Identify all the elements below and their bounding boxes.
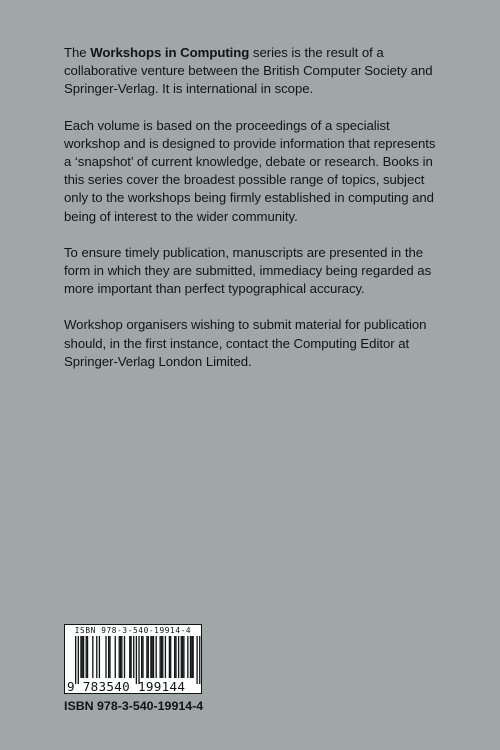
barcode-bar — [199, 636, 200, 684]
paragraph-volume-basis: Each volume is based on the proceedings of a specialist workshop and is designed to provide information that represents a ‘snapshot’ of current knowledge, debate or research. Books in this series cover the broadest possible range of topics, subject only to the workshops being firmly established in computing and being of interest to the wider community. — [64, 117, 436, 224]
barcode-bar — [146, 636, 147, 678]
isbn-number: ISBN 978-3-540-19914-4 — [64, 699, 204, 713]
barcode-bar — [191, 636, 192, 678]
barcode-bar — [183, 636, 184, 678]
barcode-bar — [78, 636, 79, 684]
barcode-bar — [175, 636, 176, 678]
barcode-bar — [82, 636, 83, 678]
barcode-bar — [178, 636, 179, 678]
barcode-bar — [80, 636, 81, 678]
barcode-bar — [92, 636, 93, 678]
series-intro-lead: The — [64, 45, 91, 60]
barcode-bar — [162, 636, 163, 678]
barcode-bar — [75, 636, 76, 684]
barcode-bar — [121, 636, 122, 678]
back-cover-text — [64, 44, 444, 389]
barcode-bar — [192, 636, 193, 678]
barcode-bar — [136, 636, 137, 684]
barcode-bar — [152, 636, 153, 678]
barcode-bar — [161, 636, 162, 678]
barcode-bar — [142, 636, 143, 678]
barcode-bar — [174, 636, 175, 678]
barcode-bar — [190, 636, 191, 678]
barcode-bar — [196, 636, 197, 684]
barcode-bar — [119, 636, 120, 678]
barcode-bar — [108, 636, 109, 678]
barcode-bar — [170, 636, 171, 678]
barcode-isbn-label: ISBN 978-3-540-19914-4 — [74, 626, 192, 635]
barcode-bar — [165, 636, 166, 678]
barcode-bar — [156, 636, 157, 678]
paragraph-publication: To ensure timely publication, manuscripts are presented in the form in which they are submitted, immediacy being regarded as more important than perfect typographical accuracy. — [64, 244, 432, 297]
barcode-bar — [182, 636, 183, 678]
barcode-bar — [129, 636, 130, 678]
barcode-bar — [120, 636, 121, 678]
barcode-bar — [187, 636, 188, 678]
barcode-bar — [153, 636, 154, 678]
barcode-bar — [133, 636, 134, 678]
barcode-bar — [181, 636, 182, 678]
barcode-bar — [124, 636, 125, 678]
barcode-bar — [115, 636, 116, 678]
barcode-bar — [105, 636, 106, 678]
barcode-bar — [86, 636, 87, 678]
barcode-bar — [150, 636, 151, 678]
series-intro-rest: series is the result of a collaborative venture between the British Computer Society and Springer-Verlag. It is international in scope. — [64, 45, 433, 97]
barcode-bar — [141, 636, 142, 678]
barcode-bar — [109, 636, 110, 678]
paragraph-series-intro — [64, 44, 444, 99]
paragraph-organisers: Workshop organisers wishing to submit material for publication should, in the first instance, contact the Computing Editor at Springer-Verlag London Limited. — [64, 317, 427, 369]
barcode-bar — [130, 636, 131, 678]
barcode-bar — [159, 636, 160, 678]
barcode — [64, 624, 202, 694]
series-name: Workshops in Computing — [90, 45, 250, 60]
barcode-bar — [148, 636, 149, 678]
barcode-bar — [138, 636, 139, 684]
barcode-bar — [87, 636, 88, 678]
barcode-bar — [169, 636, 170, 678]
barcode-bar — [83, 636, 84, 678]
barcode-bar — [99, 636, 100, 678]
barcode-digits: 9 783540 199144 — [67, 679, 186, 694]
barcode-bar — [96, 636, 97, 678]
